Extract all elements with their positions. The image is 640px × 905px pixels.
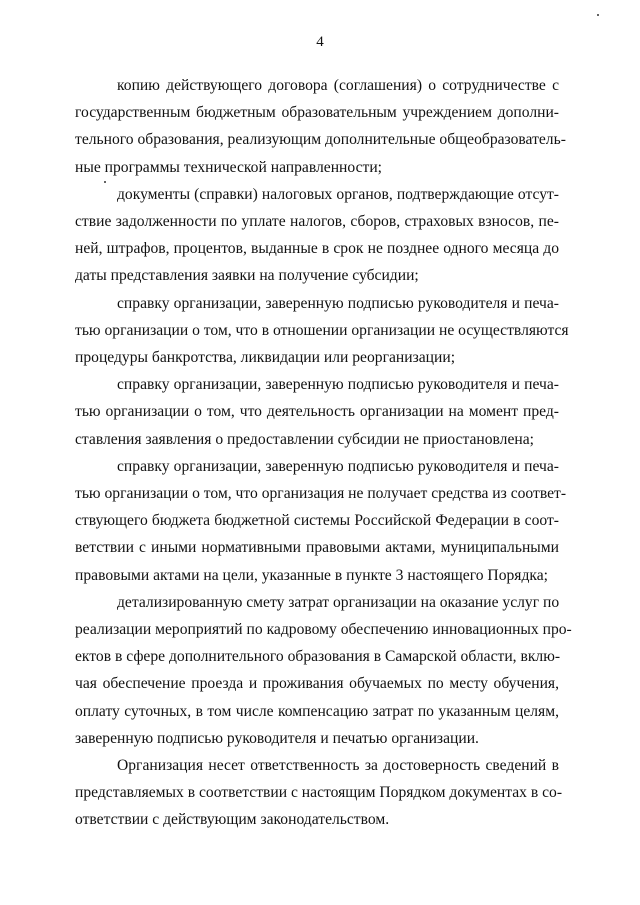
paragraph (75, 589, 572, 752)
paragraph (75, 290, 569, 372)
text-line: документы (справки) налоговых органов, подтверждающие отсут- (117, 185, 559, 203)
text-line: копию действующего договора (соглашения) о сотрудничестве с (117, 77, 559, 94)
text-line: справку организации, заверенную подписью руководителя и печа- (117, 457, 559, 475)
text-line: тью организации о том, что деятельность организации на момент пред- (75, 403, 559, 421)
paragraph (75, 371, 559, 453)
text-line: ствие задолженности по уплате налогов, сборов, страховых взносов, пе- (75, 213, 559, 231)
text-line: ные программы технической направленности; (75, 158, 382, 176)
text-line: реализации мероприятий по кадровому обеспечению инновационных про- (75, 621, 572, 639)
text-line: детализированную смету затрат организации на оказание услуг по (117, 593, 560, 611)
text-line: оплату суточных, в том числе компенсацию затрат по указанным целям, (75, 702, 559, 720)
paragraph (75, 72, 566, 181)
text-line: тельного образования, реализующим дополнительные общеобразователь- (75, 131, 566, 149)
text-line: ектов в сфере дополнительного образования в Самарской области, вклю- (75, 648, 561, 666)
text-line: представляемых в соответствии с настоящим Порядком документах в со- (75, 784, 563, 802)
text-line: ствующего бюджета бюджетной системы Российской Федерации в соот- (75, 512, 559, 530)
document-body (75, 72, 572, 834)
text-line: даты представления заявки на получение субсидии; (75, 267, 419, 285)
text-line: чая обеспечение проезда и проживания обучаемых по месту обучения, (75, 675, 559, 693)
page-number: 4 (316, 34, 324, 50)
text-line: ветствии с иными нормативными правовыми актами, муниципальными (75, 539, 559, 557)
text-line: тью организации о том, что в отношении организации не осуществляются (75, 321, 569, 339)
text-line: ответствии с действующим законодательством. (75, 811, 390, 829)
scan-speck (597, 14, 599, 16)
text-line: тью организации о том, что организация не получает средства из соответ- (75, 485, 567, 503)
text-line: заверенную подписью руководителя и печатью организации. (75, 729, 479, 747)
text-line: государственным бюджетным образовательным учреждением дополни- (75, 104, 559, 122)
paragraph (75, 181, 559, 290)
text-line: справку организации, заверенную подписью руководителя и печа- (117, 376, 559, 394)
text-line: справку организации, заверенную подписью руководителя и печа- (117, 294, 559, 312)
text-line: ней, штрафов, процентов, выданные в срок не позднее одного месяца до (75, 240, 559, 258)
text-line: процедуры банкротства, ликвидации или реорганизации; (75, 349, 456, 367)
paragraph (75, 752, 563, 834)
paragraph (75, 453, 567, 589)
text-line: ставления заявления о предоставлении субсидии не приостановлена; (75, 430, 534, 448)
text-line: правовыми актами на цели, указанные в пункте 3 настоящего Порядка; (75, 566, 548, 584)
text-line: Организация несет ответственность за достоверность сведений в (117, 757, 559, 775)
